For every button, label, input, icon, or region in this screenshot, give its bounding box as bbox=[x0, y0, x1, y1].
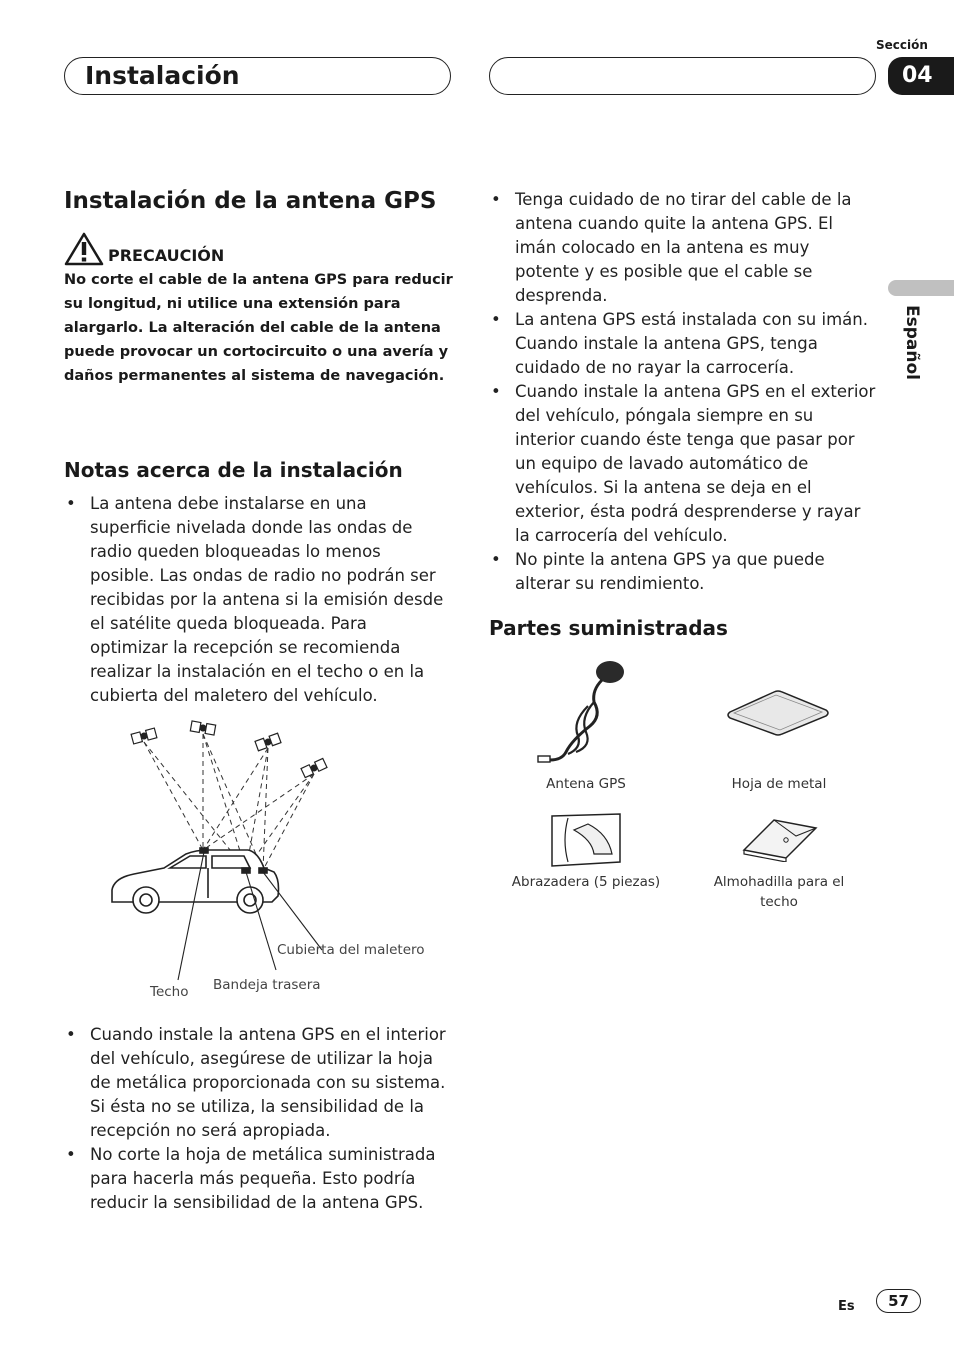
section-heading: Instalación de la antena GPS bbox=[64, 188, 437, 214]
list-item: • Cuando instale la antena GPS en el interior del vehículo, asegúrese de utilizar la hoja de metálica proporcionada con su sistema. Si ésta no se utiliza, la sensibilidad de la recepción no será apropiada. bbox=[64, 1023, 450, 1143]
car-illustration bbox=[112, 848, 279, 913]
gps-antenna-icon bbox=[532, 656, 642, 766]
metal-sheet-icon bbox=[724, 688, 834, 738]
footer-language-code: Es bbox=[838, 1299, 855, 1314]
more-notes-list bbox=[64, 1023, 450, 1215]
satellite-icon bbox=[131, 728, 157, 744]
list-item: • Cuando instale la antena GPS en el exterior del vehículo, póngala siempre en su interior cuando éste tenga que pasar por un equipo de lavado automático de vehículos. Si la antena se deja en el exterior, ésta podrá desprenderse y rayar la carrocería del vehículo. bbox=[489, 380, 877, 548]
list-item: • Tenga cuidado de no tirar del cable de la antena cuando quite la antena GPS. El imán colocado en la antena es muy potente y es posible que el cable se desprenda. bbox=[489, 188, 877, 308]
header-title-frame bbox=[64, 57, 451, 95]
page-number: 57 bbox=[876, 1289, 921, 1313]
notes-heading: Notas acerca de la instalación bbox=[64, 458, 403, 482]
caution-text: No corte el cable de la antena GPS para reducir su longitud, ni utilice una extensión para alargarlo. La alteración del cable de la antena puede provocar un cortocircuito o una avería y daños permanentes al sistema de navegación. bbox=[64, 272, 453, 384]
caption-clamp: Abrazadera (5 piezas) bbox=[511, 874, 661, 890]
warning-icon bbox=[64, 232, 104, 266]
list-item: • La antena GPS está instalada con su imán. Cuando instale la antena GPS, tenga cuidado de no rayar la carrocería. bbox=[489, 308, 877, 380]
header-right-frame bbox=[489, 57, 876, 95]
satellite-icon bbox=[190, 721, 215, 735]
list-item: • No corte la hoja de metálica suministrada para hacerla más pequeña. Esto podría reducir la sensibilidad de la antena GPS. bbox=[64, 1143, 450, 1215]
caution-title: PRECAUCIÓN bbox=[108, 246, 225, 265]
roof-pad-icon bbox=[740, 814, 820, 862]
parts-heading: Partes suministradas bbox=[489, 616, 728, 640]
list-item: • No pinte la antena GPS ya que puede alterar su rendimiento. bbox=[489, 548, 877, 596]
label-trunk-cover: Cubierta del maletero bbox=[277, 942, 425, 958]
language-tab bbox=[888, 280, 954, 296]
caption-gps-antenna: Antena GPS bbox=[546, 776, 626, 792]
list-item: • La antena debe instalarse en una superficie nivelada donde las ondas de radio queden bloqueadas lo menos posible. Las ondas de radio no podrán ser recibidas por la antena si la emisión desde el satélite queda bloqueada. Para optimizar la recepción se recomienda realizar la instalación en el techo o en la cubierta del maletero del vehículo. bbox=[64, 492, 448, 708]
notes-list bbox=[64, 492, 448, 708]
section-label: Sección bbox=[876, 38, 928, 52]
clamp-icon bbox=[548, 810, 624, 870]
right-notes-list bbox=[489, 188, 877, 596]
section-number-badge: 04 bbox=[888, 57, 954, 95]
label-roof: Techo bbox=[150, 984, 189, 1000]
chapter-title: Instalación bbox=[85, 61, 240, 90]
label-rear-tray: Bandeja trasera bbox=[213, 977, 321, 993]
caption-metal-sheet: Hoja de metal bbox=[731, 776, 827, 792]
installation-figure bbox=[108, 712, 448, 1012]
language-label: Español bbox=[902, 305, 922, 380]
caption-roof-pad: Almohadilla para el techo bbox=[713, 874, 845, 910]
